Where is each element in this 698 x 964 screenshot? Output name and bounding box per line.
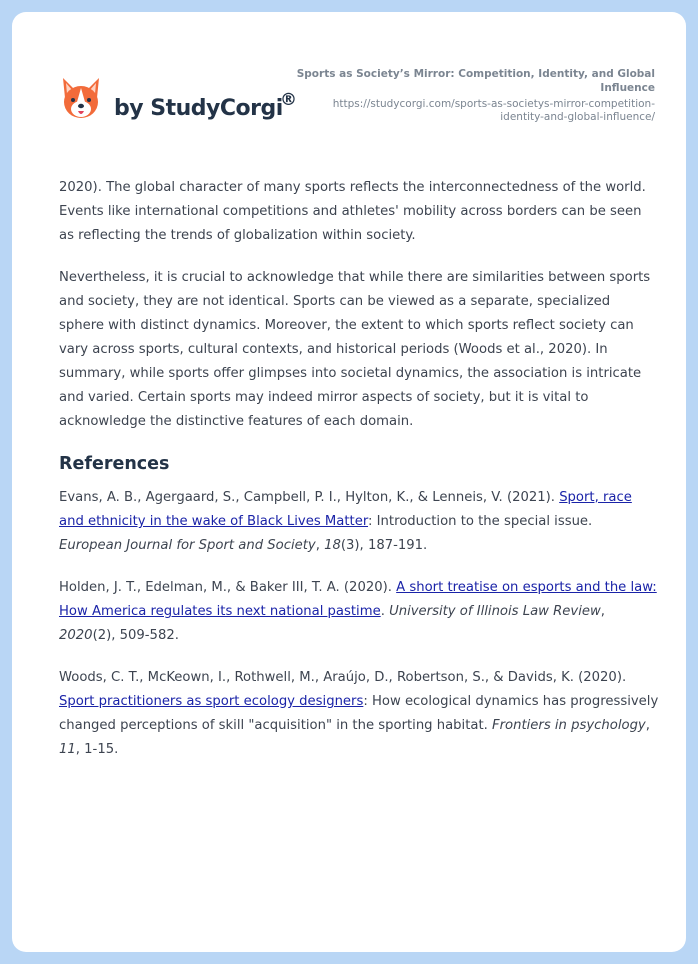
reference-pages: (3), 187-191. (340, 538, 428, 553)
reference-link[interactable]: Sport, race and ethnicity in the wake of Black Lives Matter (59, 490, 632, 529)
reference-link[interactable]: A short treatise on esports and the law: How America regulates its next national pastime (59, 580, 657, 619)
reference-pages: , 1-15. (75, 742, 119, 757)
reference-separator: , (600, 604, 605, 619)
reference-description: : How ecological dynamics has progressively changed perceptions of skill "acquisition" in the sporting habitat. (59, 694, 659, 733)
reference-item (59, 666, 659, 762)
reference-separator: , (645, 718, 650, 733)
reference-authors: Woods, C. T., McKeown, I., Rothwell, M., Araújo, D., Robertson, S., & Davids, K. (2020). (59, 670, 627, 685)
reference-description: : Introduction to the special issue. (368, 514, 593, 529)
document-page (12, 12, 686, 952)
document-header-meta (295, 67, 655, 124)
reference-journal: Frontiers in psychology (492, 718, 646, 733)
registered-mark: ® (280, 90, 297, 110)
corgi-mascot-icon (60, 76, 102, 122)
reference-item (59, 486, 659, 558)
reference-volume: 18 (324, 538, 341, 553)
references-heading: References (59, 454, 170, 474)
document-url[interactable]: https://studycorgi.com/sports-as-societys-mirror-competition-identity-and-global-influence/ (332, 98, 655, 123)
studycorgi-logo[interactable] (60, 76, 310, 136)
body-paragraph-2: Nevertheless, it is crucial to acknowledge that while there are similarities between sports and society, they are not identical. Sports can be viewed as a separate, specialized sphere with distinct dynamics. Moreover, the extent to which sports reflect society can vary across sports, cultural contexts, and historical periods (Woods et al., 2020). In summary, while sports offer glimpses into societal dynamics, the association is intricate and varied. Certain sports may indeed mirror aspects of society, but it is vital to acknowledge the distinctive features of each domain. (59, 270, 651, 429)
document-title: Sports as Society’s Mirror: Competition, Identity, and Global Influence (296, 68, 655, 94)
reference-description: . (380, 604, 390, 619)
reference-separator: , (315, 538, 325, 553)
reference-authors: Holden, J. T., Edelman, M., & Baker III, T. A. (2020). (59, 580, 397, 595)
reference-journal: University of Illinois Law Review (389, 604, 601, 619)
reference-pages: (2), 509-582. (92, 628, 179, 643)
reference-volume: 11 (59, 742, 76, 757)
brand-name: by StudyCorgi (114, 96, 283, 121)
body-paragraph-1: 2020). The global character of many sports reflects the interconnectedness of the world. Events like international competitions and athletes' mobility across borders can be seen as reflecting the trends of globalization within society. (59, 180, 646, 243)
reference-volume: 2020 (59, 628, 93, 643)
reference-authors: Evans, A. B., Agergaard, S., Campbell, P. I., Hylton, K., & Lenneis, V. (2021). (59, 490, 560, 505)
reference-journal: European Journal for Sport and Society (59, 538, 316, 553)
document-content (59, 176, 659, 780)
reference-item (59, 576, 659, 648)
reference-link[interactable]: Sport practitioners as sport ecology designers (59, 694, 364, 709)
